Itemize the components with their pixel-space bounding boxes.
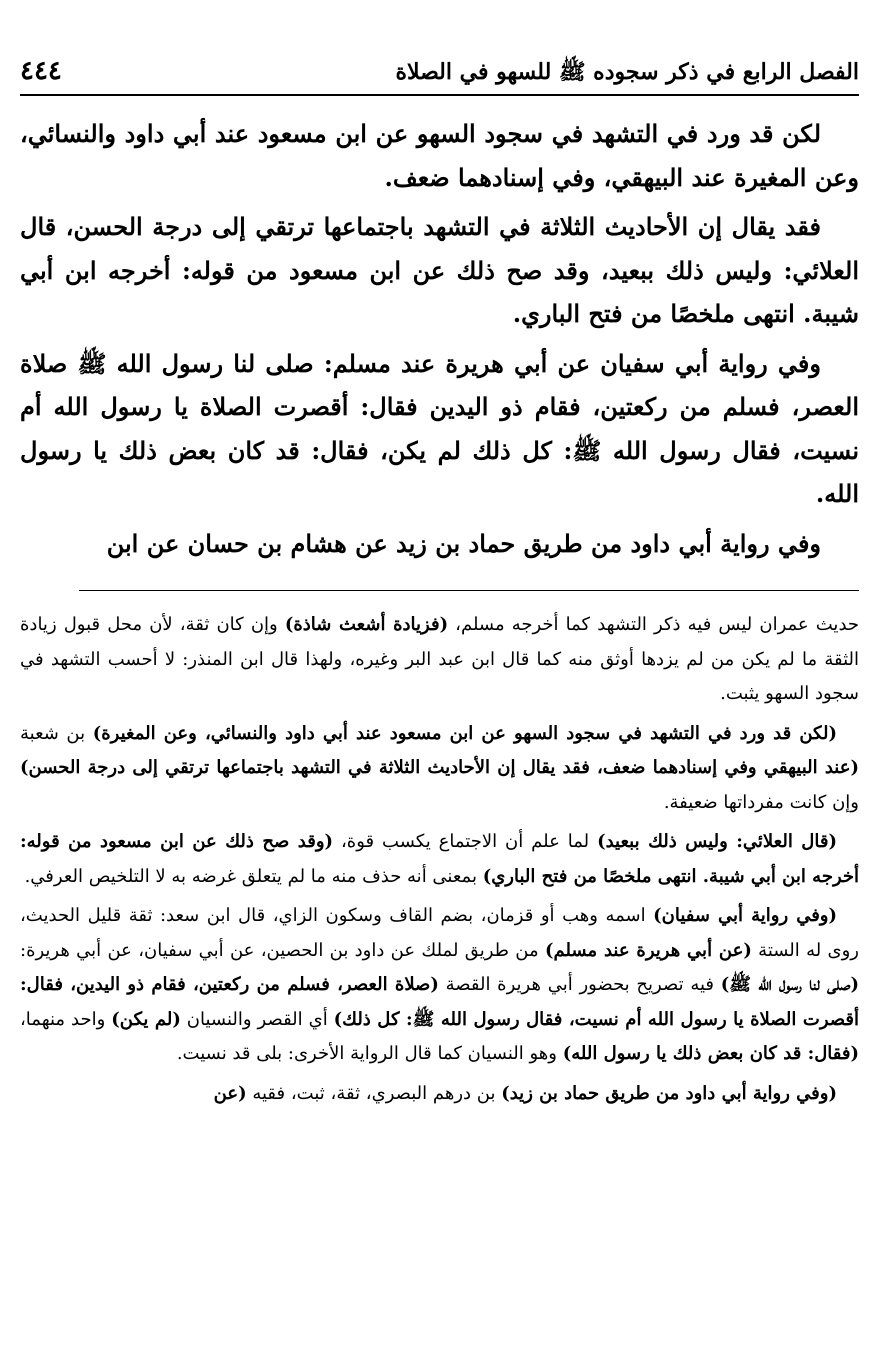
- page-number: ٤٤٤: [20, 56, 62, 86]
- main-paragraph: لكن قد ورد في التشهد في سجود السهو عن ابن مسعود عند أبي داود والنسائي، وعن المغيرة عند البيهقي، وفي إسنادهما ضعف.: [20, 119, 859, 192]
- commentary-paragraph: (قال العلائي: وليس ذلك ببعيد) لما علم أن الاجتماع يكسب قوة، (وقد صح ذلك عن ابن مسعود من قوله: أخرجه ابن أبي شيبة. انتهى ملخصًا من فتح الباري) بمعنى أنه حذف منه ما لم يتعلق غرضه به لا التلخيص العرفي.: [20, 831, 859, 887]
- main-text: [20, 112, 859, 571]
- chapter-title: الفصل الرابع في ذكر سجوده ﷺ للسهو في الصلاة: [395, 59, 859, 85]
- main-paragraph: وفي رواية أبي داود من طريق حماد بن زيد عن هشام بن حسان عن ابن: [106, 528, 821, 558]
- page-header: [20, 50, 859, 96]
- main-paragraph: فقد يقال إن الأحاديث الثلاثة في التشهد باجتماعها ترتقي إلى درجة الحسن، قال العلائي: وليس ذلك ببعيد، وقد صح ذلك عن ابن مسعود من قوله: أخرجه ابن أبي شيبة. انتهى ملخصًا من فتح الباري.: [20, 212, 859, 328]
- commentary-paragraph: (لكن قد ورد في التشهد في سجود السهو عن ابن مسعود عند أبي داود والنسائي، وعن المغيرة) بن شعبة (عند البيهقي وفي إسنادهما ضعف، فقد يقال إن الأحاديث الثلاثة في التشهد باجتماعها ترتقي إلى درجة الحسن) وإن كانت مفرداتها ضعيفة.: [20, 722, 859, 813]
- commentary-paragraph: حديث عمران ليس فيه ذكر التشهد كما أخرجه مسلم، (فزيادة أشعث شاذة) وإن كان ثقة، لأن محل قبول زيادة الثقة ما لم يكن من لم يزدها أوثق منه كما قال ابن عبد البر وغيره، ولهذا قال ابن المنذر: لا أحسب التشهد في سجود السهو يثبت.: [20, 614, 860, 704]
- commentary: [20, 608, 859, 1116]
- footnote-separator: [79, 590, 859, 591]
- commentary-paragraph: (وفي رواية أبي سفيان) اسمه وهب أو قزمان، بضم القاف وسكون الزاي، قال ابن سعد: ثقة قليل الحديث، روى له الستة (عن أبي هريرة عند مسلم) من طريق لملك عن داود بن الحصين، عن أبي سفيان، عن أبي هريرة: (صلى لنا رسول الله ﷺ) فيه تصريح بحضور أبي هريرة القصة (صلاة العصر، فسلم من ركعتين، فقام ذو اليدين، فقال: أقصرت الصلاة يا رسول الله أم نسيت، فقال رسول الله ﷺ: كل ذلك) أي القصر والنسيان (لم يكن) واحد منهما، (فقال: قد كان بعض ذلك يا رسول الله) وهو النسيان كما قال الرواية الأخرى: بلى قد نسيت.: [20, 905, 860, 1064]
- main-paragraph: وفي رواية أبي سفيان عن أبي هريرة عند مسلم: صلى لنا رسول الله ﷺ صلاة العصر، فسلم من ركعتين، فقام ذو اليدين فقال: أقصرت الصلاة يا رسول الله أم نسيت، فقال رسول الله ﷺ: كل ذلك لم يكن، فقال: قد كان بعض ذلك يا رسول الله.: [20, 348, 859, 508]
- commentary-paragraph: (وفي رواية أبي داود من طريق حماد بن زيد) بن درهم البصري، ثقة، ثبت، فقيه (عن: [213, 1082, 837, 1104]
